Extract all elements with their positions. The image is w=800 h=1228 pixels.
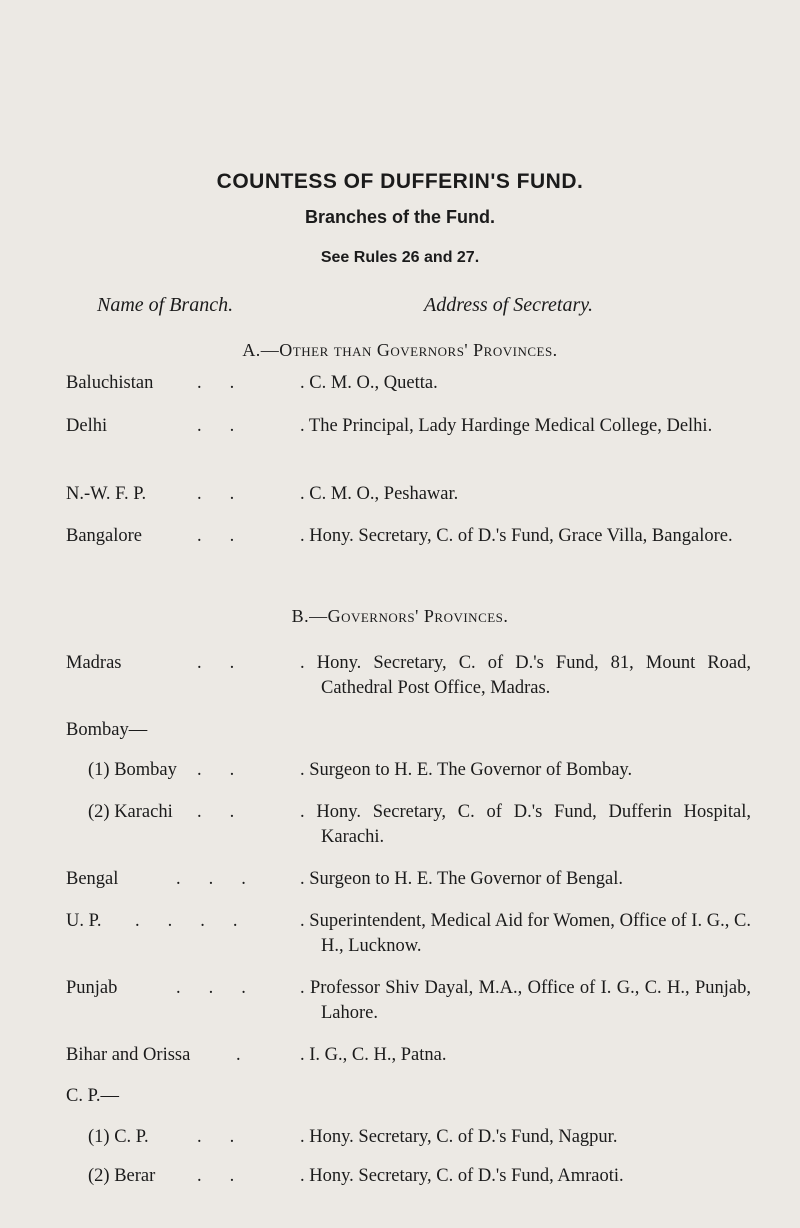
branch-name: Baluchistan (66, 373, 154, 393)
branch-name: U. P. (66, 911, 102, 931)
branch-name: Bihar and Orissa (66, 1045, 191, 1065)
column-header-name: Name of Branch. (97, 294, 234, 316)
leader-dots: .. (197, 484, 263, 504)
secretary-address: . Hony. Secretary, C. of D.'s Fund, Dufferin Hospital, Karachi. (300, 802, 751, 847)
secretary-address: . Hony. Secretary, C. of D.'s Fund, Grace Villa, Bangalore. (300, 526, 733, 546)
branch-name: N.-W. F. P. (66, 484, 147, 504)
branch-name: (2) Karachi (88, 802, 173, 822)
secretary-address: . C. M. O., Quetta. (300, 373, 438, 393)
leader-dots: .... (135, 911, 266, 931)
rules-reference: See Rules 26 and 27. (320, 249, 480, 266)
document-subtitle: Branches of the Fund. (304, 207, 495, 227)
leader-dots: .. (197, 416, 263, 436)
leader-dots: .. (197, 1166, 263, 1186)
leader-dots: ... (176, 869, 274, 889)
document-title: COUNTESS OF DUFFERIN'S FUND. (216, 170, 584, 193)
leader-dots: .. (197, 526, 263, 546)
leader-dots: .. (197, 653, 263, 673)
leader-dots: .. (197, 802, 263, 822)
branch-name: (1) C. P. (88, 1127, 149, 1147)
leader-dots: .. (197, 1127, 263, 1147)
branch-name: Delhi (66, 416, 108, 436)
branch-name: (2) Berar (88, 1166, 156, 1186)
branch-name: Punjab (66, 978, 118, 998)
secretary-address: . C. M. O., Peshawar. (300, 484, 459, 504)
branch-name: (1) Bombay (88, 760, 177, 780)
secretary-address: . The Principal, Lady Hardinge Medical College, Delhi. (300, 416, 713, 436)
secretary-address: . Hony. Secretary, C. of D.'s Fund, 81, Mount Road, Cathedral Post Office, Madras. (300, 653, 751, 698)
secretary-address: . Surgeon to H. E. The Governor of Bengal. (300, 869, 624, 889)
secretary-address: . Hony. Secretary, C. of D.'s Fund, Amraoti. (300, 1166, 624, 1186)
branch-name: Bangalore (66, 526, 143, 546)
leader-dots: ... (176, 978, 274, 998)
secretary-address: . Surgeon to H. E. The Governor of Bombay. (300, 760, 633, 780)
leader-dots: .. (197, 373, 263, 393)
branch-name: Bombay— (66, 720, 148, 740)
leader-dots: .. (197, 760, 263, 780)
column-header-address: Address of Secretary. (424, 294, 594, 316)
section-heading-a: A.—Other than Governors' Provinces. (242, 340, 558, 360)
branch-name: C. P.— (66, 1086, 119, 1106)
secretary-address: . I. G., C. H., Patna. (300, 1045, 447, 1065)
section-heading-b: B.—Governors' Provinces. (291, 606, 509, 626)
leader-dots: . (236, 1045, 269, 1065)
branch-name: Madras (66, 653, 122, 673)
secretary-address: . Superintendent, Medical Aid for Women, Office of I. G., C. H., Lucknow. (300, 911, 751, 956)
secretary-address: . Hony. Secretary, C. of D.'s Fund, Nagpur. (300, 1127, 618, 1147)
branch-name: Bengal (66, 869, 119, 889)
secretary-address: . Professor Shiv Dayal, M.A., Office of I. G., C. H., Punjab, Lahore. (300, 978, 751, 1023)
